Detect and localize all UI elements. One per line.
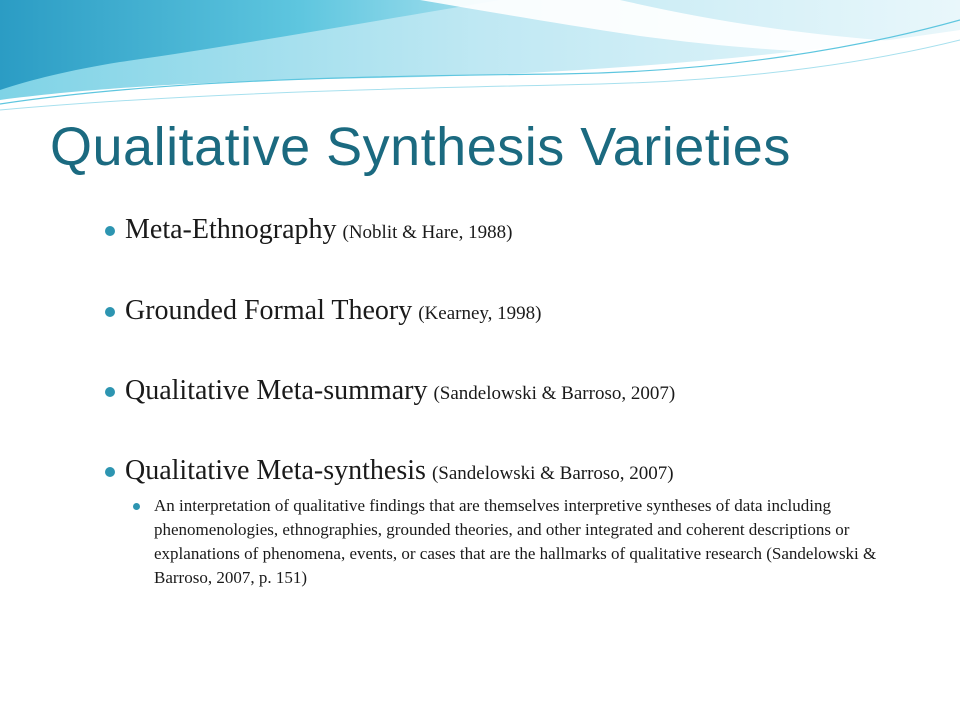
bullet-dot-icon <box>105 307 115 317</box>
slide-title: Qualitative Synthesis Varieties <box>50 117 791 177</box>
bullet-citation: (Sandelowski & Barroso, 2007) <box>433 383 676 404</box>
bullet-dot-icon <box>105 226 115 236</box>
bullet-citation: (Kearney, 1998) <box>418 303 542 324</box>
bullet-label: Grounded Formal Theory <box>125 295 413 326</box>
bullet-dot-icon <box>105 387 115 397</box>
bullet-label: Qualitative Meta-summary <box>125 375 428 406</box>
bullet-citation: (Sandelowski & Barroso, 2007) <box>431 463 674 484</box>
bullet-label: Meta-Ethnography <box>125 214 337 245</box>
bullet-label: Qualitative Meta-synthesis <box>125 455 426 486</box>
sub-bullet-text: An interpretation of qualitative findings that are themselves interpretive syntheses of data including phenomenologies, ethnographies, grounded theories, and other integrated and coherent descriptions or explanations of phenomena, events, or cases that are the hallmarks of qualitative research (Sandelowski & Barroso, 2007, p. 151) <box>154 496 877 587</box>
bullet-dot-icon <box>105 467 115 477</box>
sub-bullet-dot-icon <box>133 503 140 510</box>
bullet-citation: (Noblit & Hare, 1988) <box>342 222 513 243</box>
